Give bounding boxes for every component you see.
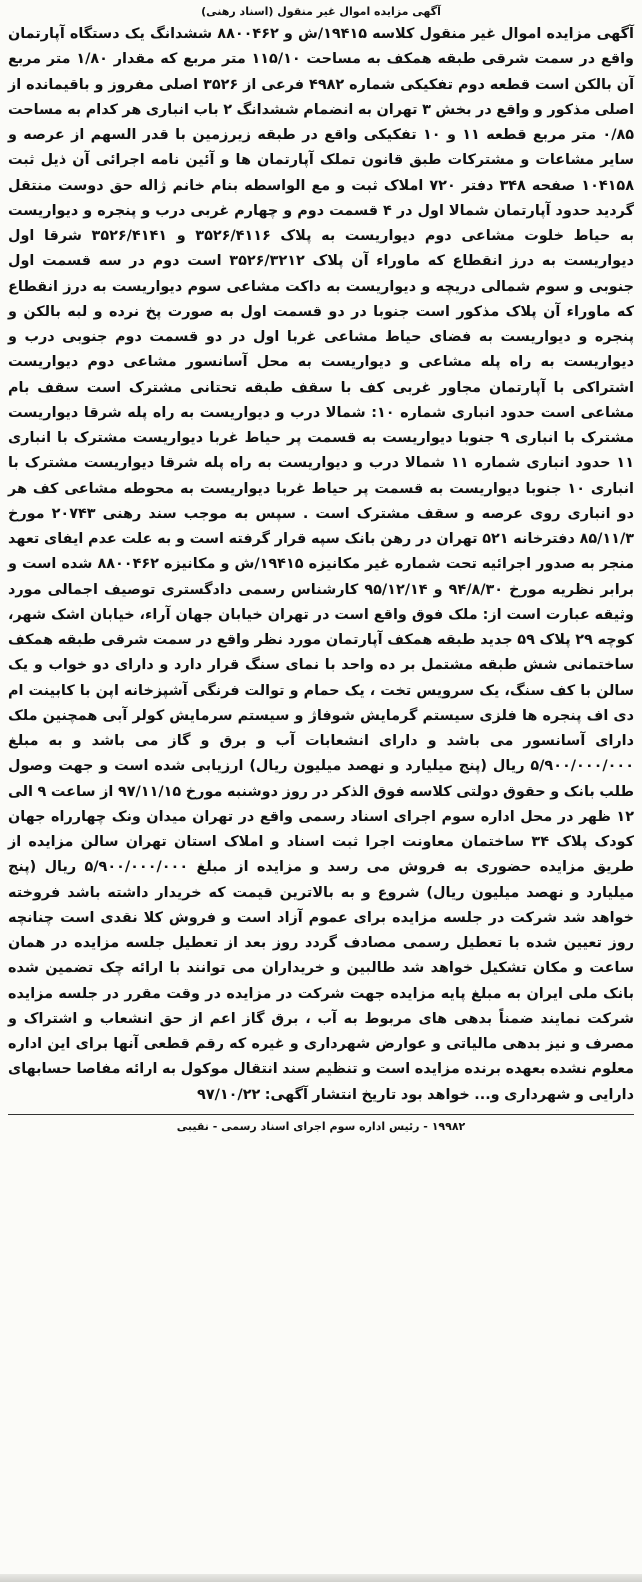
footer-divider bbox=[8, 1114, 634, 1115]
notice-header: آگهی مزایده اموال غیر منقول (اسناد رهنی) bbox=[201, 5, 441, 18]
next-clipping-edge bbox=[0, 1574, 642, 1582]
notice-signature: ۱۹۹۸۲ - رئیس اداره سوم اجرای اسناد رسمی - نقیبی bbox=[176, 1119, 466, 1133]
notice-body: آگهی مزایده اموال غیر منقول کلاسه ۱۹۴۱۵/ش و ۸۸۰۰۴۶۲ ششدانگ یک دستگاه آپارتمان واقع در سمت شرقی طبقه همکف به مساحت ۱۱۵/۱۰ متر مربع که مقدار ۱/۸۰ متر مربع آن بالکن است قطعه دوم تفکیکی شماره ۴۹۸۲ فرعی از ۳۵۲۶ اصلی مفروز و باقیمانده از اصلی مذکور و واقع در بخش ۳ تهران به انضمام ششدانگ ۲ باب انباری هر کدام به مساحت ۰/۸۵ متر مربع قطعه ۱۱ و ۱۰ تفکیکی واقع در طبقه زیرزمین با قدر السهم از عرصه و سایر مشاعات و مشترکات طبق قانون تملک آپارتمان ها و آئین نامه اجرائی آن ذیل ثبت ۱۰۴۱۵۸ صفحه ۳۴۸ دفتر ۷۲۰ املاک ثبت و مع الواسطه بنام خانم ژاله حق دوست منتقل گردید حدود آپارتمان شمالا اول در ۴ قسمت دوم و چهارم غربی درب و پنجره و دیواریست به حیاط خلوت مشاعی دوم دیواریست به پلاک ۳۵۲۶/۴۱۱۶ و ۳۵۲۶/۴۱۴۱ شرقا اول دیواریست به درز انقطاع که ماوراء آن پلاک ۳۵۲۶/۳۲۱۲ است دوم در سه قسمت اول جنوبی و سوم شمالی دریچه و دیواریست به داکت مشاعی سوم دیواریست به درز انقطاع که ماوراء آن پلاک مذکور است جنوبا در دو قسمت اول به صورت پخ نرده و لبه بالکن و پنجره و دیواریست به فضای حیاط مشاعی غربا اول در دو قسمت دوم جنوبی درب و دیواریست به راه پله مشاعی و دیواریست به محل آسانسور مشاعی دوم دیواریست اشتراکی با آپارتمان مجاور غربی کف با سقف طبقه تحتانی مشترک است سقف بام مشاعی است حدود انباری شماره ۱۰: شمالا درب و دیواریست به راه پله شرقا دیواریست مشترک با انباری ۹ جنوبا دیواریست به قسمت پر حیاط غربا دیواریست مشترک با انباری ۱۱ حدود انباری شماره ۱۱ شمالا درب و دیواریست به راه پله شرقا دیواریست مشترک با انباری ۱۰ جنوبا دیواریست به قسمت پر حیاط غربا دیواریست به محوطه مشاعی کف هر دو انباری روی عرصه و سقف مشترک است . سپس به موجب سند رهنی ۲۰۷۴۳ مورخ ۸۵/۱۱/۳ دفترخانه ۵۲۱ تهران در رهن بانک سپه قرار گرفته است و به علت عدم ایفای تعهد منجر به صدور اجرائیه تحت شماره غیر مکانیزه ۱۹۴۱۵/ش و مکانیزه ۸۸۰۰۴۶۲ شده است و برابر نظریه مورخ ۹۴/۸/۳۰ و ۹۵/۱۲/۱۴ کارشناس رسمی دادگستری توصیف اجمالی مورد وثیقه عبارت است از: ملک فوق واقع است در تهران خیابان جهان آراء، خیابان اشک شهر، کوچه ۲۹ پلاک ۵۹ جدید طبقه همکف آپارتمان مورد نظر واقع در سمت شرقی طبقه همکف ساختمانی شش طبقه مشتمل بر ده واحد با نمای سنگ قرار دارد و دارای دو خواب و یک سالن با کف سنگ، یک سرویس تخت ، یک حمام و توالت فرنگی آشپزخانه اپن با کابینت ام دی اف پنجره ها فلزی سیستم گرمایش شوفاژ و سیستم سرمایش کولر آبی همچنین ملک دارای آسانسور می باشد و دارای انشعابات آب و برق و گاز می باشد و به مبلغ ۵/۹۰۰/۰۰۰/۰۰۰ ریال (پنج میلیارد و نهصد میلیون ریال) ارزیابی شده است و جهت وصول طلب بانک و حقوق دولتی کلاسه فوق الذکر در روز دوشنبه مورخ ۹۷/۱۱/۱۵ از ساعت ۹ الی ۱۲ ظهر در محل اداره سوم اجرای اسناد رسمی واقع در تهران میدان ونک چهارراه جهان کودک پلاک ۳۴ ساختمان معاونت اجرا ثبت اسناد و املاک استان تهران سالن مزایده از طریق مزایده حضوری به فروش می رسد و مزایده از مبلغ ۵/۹۰۰/۰۰۰/۰۰۰ ریال (پنج میلیارد و نهصد میلیون ریال) شروع و به بالاترین قیمت که خریدار داشته باشد فروخته خواهد شد شرکت در جلسه مزایده برای عموم آزاد است و فروش کلا نقدی است چنانچه روز تعیین شده با تعطیل رسمی مصادف گردد روز بعد از تعطیل جلسه مزایده در همان ساعت و مکان تشکیل خواهد شد طالبین و خریداران می توانند با ارائه چک تضمین شده بانک ملی ایران به مبلغ پایه مزایده جهت شرکت در مزایده در وقت مقرر در جلسه مزایده شرکت نمایند ضمناً بدهی های مربوط به آب ، برق گاز اعم از حق انشعاب و اشتراک و مصرف و نیز بدهی مالیاتی و عوارض شهرداری و غیره که رقم قطعی آنها برای این اداره معلوم نشده بعهده برنده مزایده است و تنظیم سند انتقال موکول به ارائه مفاصا حسابهای دارایی و شهرداری و... خواهد بود تاریخ انتشار آگهی: ۹۷/۱۰/۲۲ bbox=[8, 26, 635, 1103]
